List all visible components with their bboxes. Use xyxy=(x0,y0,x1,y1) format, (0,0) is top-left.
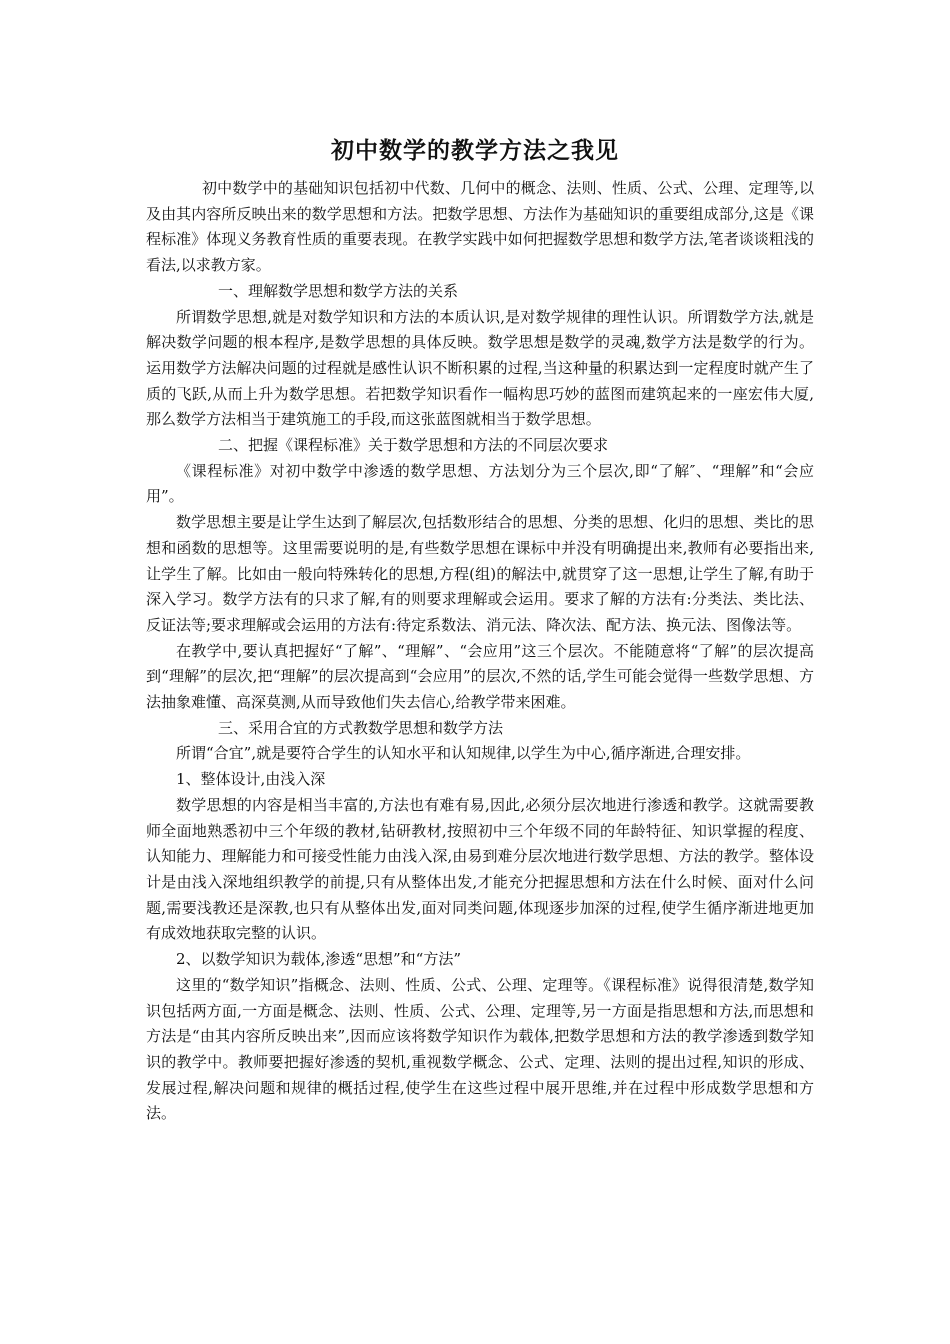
intro-paragraph: 初中数学中的基础知识包括初中代数、几何中的概念、法则、性质、公式、公理、定理等,以及由其内容所反映出来的数学思想和方法。把数学思想、方法作为基础知识的重要组成部分,这是《课程标准》体现义务教育性质的重要表现。在教学实践中如何把握数学思想和数学方法,笔者谈谈粗浅的看法,以求教方家。 xyxy=(146,179,814,275)
paragraph: 数学思想主要是让学生达到了解层次,包括数形结合的思想、分类的思想、化归的思想、类比的思想和函数的思想等。这里需要说明的是,有些数学思想在课标中并没有明确提出来,教师有必要指出来,让学生了解。比如由一般向特殊转化的思想,方程(组)的解法中,就贯穿了这一思想,让学生了解,有助于深入学习。数学方法有的只求了解,有的则要求理解或会运用。要求了解的方法有:分类法、类比法、反证法等;要求理解或会运用的方法有:待定系数法、消元法、降次法、配方法、换元法、图像法等。 xyxy=(146,513,814,634)
document-body xyxy=(146,176,814,1127)
section-heading-2: 二、把握《课程标准》关于数学思想和方法的不同层次要求 xyxy=(218,436,609,455)
section-heading-3: 三、采用合宜的方式教数学思想和数学方法 xyxy=(218,718,504,737)
paragraph: 在教学中,要认真把握好“了解”、“理解”、“会应用”这三个层次。不能随意将“了解”的层次提高到“理解”的层次,把“理解”的层次提高到“会应用”的层次,不然的话,学生可能会觉得一些数学思想、方法抽象难懂、高深莫测,从而导致他们失去信心,给教学带来困难。 xyxy=(146,641,814,712)
document-title: 初中数学的教学方法之我见 xyxy=(331,138,619,164)
subsection-heading-1: 1、整体设计,由浅入深 xyxy=(176,770,326,789)
paragraph: 《课程标准》对初中数学中渗透的数学思想、方法划分为三个层次,即“了解″、“理解”和“会应用”。 xyxy=(146,461,814,506)
paragraph: 数学思想的内容是相当丰富的,方法也有难有易,因此,必须分层次地进行渗透和教学。这就需要教师全面地熟悉初中三个年级的教材,钻研教材,按照初中三个年级不同的年龄特征、知识掌握的程度、认知能力、理解能力和可接受性能力由浅入深,由易到难分层次地进行数学思想、方法的教学。整体设计是由浅入深地组织教学的前提,只有从整体出发,才能充分把握思想和方法在什么时候、面对什么问题,需要浅教还是深教,也只有从整体出发,面对同类问题,体现逐步加深的过程,使学生循序渐进地更加有成效地获取完整的认识。 xyxy=(146,795,814,943)
section-heading-1: 一、理解数学思想和数学方法的关系 xyxy=(218,281,459,300)
paragraph: 这里的“数学知识”指概念、法则、性质、公式、公理、定理等。《课程标准》说得很清楚,数学知识包括两方面,一方面是概念、法则、性质、公式、公理、定理等,另一方面是指思想和方法,而思想和方法是“由其内容所反映出来”,因而应该将数学知识作为载体,把数学思想和方法的教学渗透到数学知识的教学中。教师要把握好渗透的契机,重视数学概念、公式、定理、法则的提出过程,知识的形成、发展过程,解决问题和规律的概括过程,使学生在这些过程中展开思维,并在过程中形成数学思想和方法。 xyxy=(146,975,814,1123)
paragraph: 所谓“合宜”,就是要符合学生的认知水平和认知规律,以学生为中心,循序渐进,合理安排。 xyxy=(176,744,751,763)
paragraph: 所谓数学思想,就是对数学知识和方法的本质认识,是对数学规律的理性认识。所谓数学方法,就是解决数学问题的根本程序,是数学思想的具体反映。数学思想是数学的灵魂,数学方法是数学的行为。运用数学方法解决问题的过程就是感性认识不断积累的过程,当这种量的积累达到一定程度时就产生了质的飞跃,从而上升为数学思想。若把数学知识看作一幅构思巧妙的蓝图而建筑起来的一座宏伟大厦,那么数学方法相当于建筑施工的手段,而这张蓝图就相当于数学思想。 xyxy=(146,307,814,429)
subsection-heading-2: 2、以数学知识为载体,渗透“思想”和“方法” xyxy=(176,950,461,969)
